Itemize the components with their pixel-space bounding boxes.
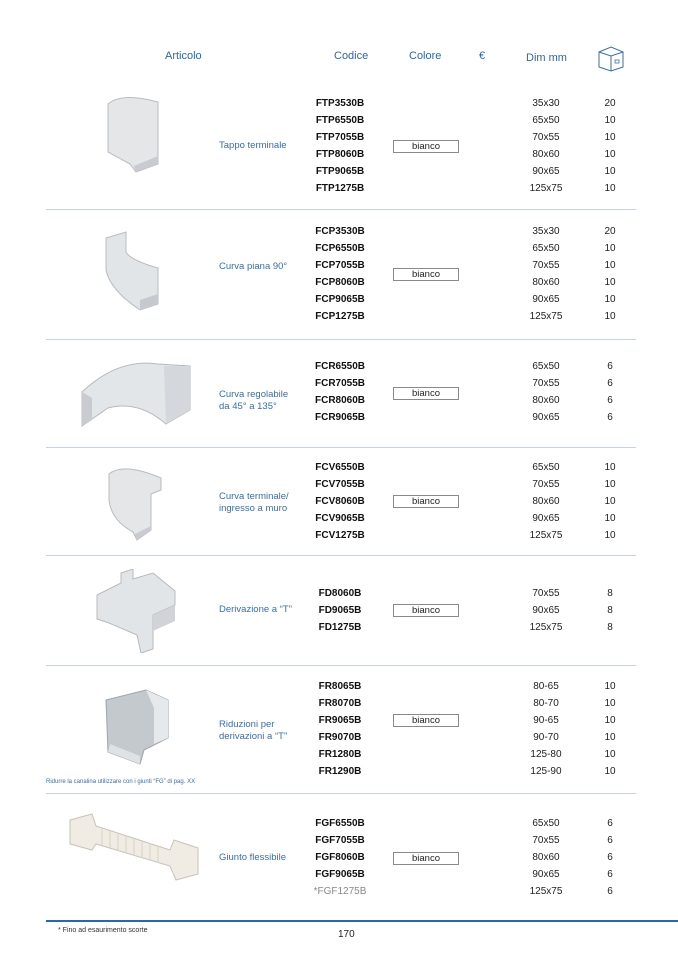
product-name: Curva piana 90° <box>219 261 288 272</box>
dimension: 125x75 <box>529 183 563 194</box>
dimension: 70x55 <box>532 588 560 599</box>
product-image-curva-terminale <box>103 460 165 542</box>
dimension: 80x60 <box>532 496 560 507</box>
dimension: 80x60 <box>532 395 560 406</box>
qty-list <box>590 358 630 426</box>
product-code: FTP3530B <box>315 98 365 109</box>
product-code: FGF9065B <box>315 869 365 880</box>
product-code: FTP9065B <box>315 166 365 177</box>
pack-qty: 10 <box>604 277 616 288</box>
product-code: FTP8060B <box>315 149 365 160</box>
product-code: FD9065B <box>318 605 362 616</box>
product-image-tappo-terminale <box>100 92 170 174</box>
pack-qty: 10 <box>604 732 616 743</box>
qty-list <box>590 585 630 636</box>
product-image-giunto-flessibile <box>66 810 202 882</box>
pack-qty: 8 <box>607 605 613 616</box>
product-code: FCP7055B <box>315 260 365 271</box>
dimension: 80x60 <box>532 277 560 288</box>
pack-qty: 10 <box>604 715 616 726</box>
product-code: FR1280B <box>318 749 362 760</box>
header-euro: € <box>479 50 486 62</box>
dimension: 90x65 <box>532 605 560 616</box>
dimension: 90x65 <box>532 412 560 423</box>
dimension: 70x55 <box>532 132 560 143</box>
product-code: FCV7055B <box>315 479 365 490</box>
dimension: 90x65 <box>532 869 560 880</box>
pack-qty: 10 <box>604 149 616 160</box>
code-list <box>300 459 380 544</box>
dimension: 80-65 <box>533 681 559 692</box>
product-name: Giunto flessibile <box>219 852 287 863</box>
pack-qty: 6 <box>607 818 613 829</box>
colour-box: bianco <box>393 268 459 281</box>
product-code: FR9070B <box>318 732 362 743</box>
dimension: 90x65 <box>532 513 560 524</box>
code-list <box>300 815 380 900</box>
pack-qty: 10 <box>604 530 616 541</box>
box-icon <box>596 43 626 73</box>
product-code: FR8065B <box>318 681 362 692</box>
product-image-riduzioni <box>100 686 172 766</box>
colour-box: bianco <box>393 495 459 508</box>
product-name: Curva terminale/ ingresso a muro <box>219 491 289 514</box>
dimension: 80x60 <box>532 852 560 863</box>
product-code: FTP6550B <box>315 115 365 126</box>
dimension: 65x50 <box>532 115 560 126</box>
dimension: 125x75 <box>529 311 563 322</box>
colour-box: bianco <box>393 387 459 400</box>
product-code: FCR6550B <box>314 361 366 372</box>
code-list <box>300 585 380 636</box>
qty-list <box>590 95 630 197</box>
pack-qty: 10 <box>604 681 616 692</box>
product-code: FCV1275B <box>315 530 365 541</box>
pack-qty: 6 <box>607 869 613 880</box>
code-list <box>300 95 380 197</box>
qty-list <box>590 459 630 544</box>
pack-qty: 6 <box>607 395 613 406</box>
product-name: Riduzioni per derivazioni a “T” <box>219 719 288 742</box>
pack-qty: 8 <box>607 622 613 633</box>
pack-qty: 20 <box>604 98 616 109</box>
dimension: 70x55 <box>532 479 560 490</box>
pack-qty: 6 <box>607 835 613 846</box>
section-divider <box>46 665 636 666</box>
product-code: FD8060B <box>318 588 362 599</box>
product-code: *FGF1275B <box>313 886 367 897</box>
header-dim: Dim mm <box>526 52 567 64</box>
dimension: 80x60 <box>532 149 560 160</box>
pack-qty: 10 <box>604 311 616 322</box>
header-articolo: Articolo <box>165 50 202 62</box>
product-code: FCV6550B <box>315 462 365 473</box>
pack-qty: 10 <box>604 294 616 305</box>
pack-qty: 10 <box>604 260 616 271</box>
section-divider <box>46 447 636 448</box>
header-codice: Codice <box>334 50 369 62</box>
section-divider <box>46 209 636 210</box>
product-code: FCP1275B <box>315 311 365 322</box>
pack-qty: 10 <box>604 166 616 177</box>
product-code: FGF7055B <box>315 835 365 846</box>
dimension: 65x50 <box>532 462 560 473</box>
colour-box: bianco <box>393 852 459 865</box>
dimension: 90-70 <box>533 732 559 743</box>
footer-line <box>46 920 678 922</box>
product-image-curva-piana <box>100 230 164 312</box>
pack-qty: 10 <box>604 462 616 473</box>
pack-qty: 10 <box>604 132 616 143</box>
section-divider <box>46 555 636 556</box>
dim-list <box>512 815 580 900</box>
product-code: FGF6550B <box>315 818 365 829</box>
product-name: Derivazione a “T” <box>219 604 292 615</box>
dim-list <box>512 95 580 197</box>
pack-qty: 10 <box>604 749 616 760</box>
pack-qty: 6 <box>607 852 613 863</box>
pack-qty: 6 <box>607 886 613 897</box>
colour-box: bianco <box>393 604 459 617</box>
product-code: FR9065B <box>318 715 362 726</box>
pack-qty: 6 <box>607 378 613 389</box>
pack-qty: 10 <box>604 479 616 490</box>
dimension: 125x75 <box>529 622 563 633</box>
product-image-derivazione-t <box>93 569 179 653</box>
dimension: 80-70 <box>533 698 559 709</box>
product-image-curva-regolabile <box>78 352 196 430</box>
pack-qty: 10 <box>604 115 616 126</box>
reduction-note: Ridurre la canalina utilizzare con i giunti “FG” di pag. XX <box>46 779 196 785</box>
dimension: 90x65 <box>532 294 560 305</box>
product-code: FTP1275B <box>315 183 365 194</box>
pack-qty: 10 <box>604 513 616 524</box>
dimension: 125x75 <box>529 530 563 541</box>
dimension: 125x75 <box>529 886 563 897</box>
colour-box: bianco <box>393 140 459 153</box>
dimension: 70x55 <box>532 260 560 271</box>
code-list <box>300 358 380 426</box>
dimension: 90x65 <box>532 166 560 177</box>
qty-list <box>590 678 630 780</box>
pack-qty: 10 <box>604 243 616 254</box>
section-divider <box>46 793 636 794</box>
pack-qty: 6 <box>607 361 613 372</box>
qty-list <box>590 223 630 325</box>
dimension: 70x55 <box>532 835 560 846</box>
code-list <box>300 678 380 780</box>
dim-list <box>512 585 580 636</box>
product-name: Tappo terminale <box>219 140 287 151</box>
product-code: FCV9065B <box>315 513 365 524</box>
pack-qty: 10 <box>604 183 616 194</box>
product-code: FCR7055B <box>314 378 366 389</box>
product-name: Curva regolabile da 45° a 135° <box>219 389 289 412</box>
product-code: FCP6550B <box>315 243 365 254</box>
product-code: FCP3530B <box>315 226 365 237</box>
dim-list <box>512 223 580 325</box>
product-code: FCP8060B <box>315 277 365 288</box>
code-list <box>300 223 380 325</box>
dimension: 90-65 <box>533 715 559 726</box>
pack-qty: 10 <box>604 766 616 777</box>
dimension: 65x50 <box>532 243 560 254</box>
header-colore: Colore <box>409 50 442 62</box>
colour-box: bianco <box>393 714 459 727</box>
product-code: FD1275B <box>318 622 362 633</box>
dimension: 35x30 <box>532 226 560 237</box>
section-divider <box>46 339 636 340</box>
dimension: 70x55 <box>532 378 560 389</box>
dim-list <box>512 358 580 426</box>
dimension: 65x50 <box>532 361 560 372</box>
pack-qty: 10 <box>604 496 616 507</box>
dimension: 35x30 <box>532 98 560 109</box>
product-code: FTP7055B <box>315 132 365 143</box>
page-number: 170 <box>338 929 355 940</box>
product-code: FCR9065B <box>314 412 366 423</box>
pack-qty: 20 <box>604 226 616 237</box>
product-code: FCP9065B <box>315 294 365 305</box>
product-code: FR1290B <box>318 766 362 777</box>
pack-qty: 6 <box>607 412 613 423</box>
dim-list <box>512 459 580 544</box>
dimension: 65x50 <box>532 818 560 829</box>
qty-list <box>590 815 630 900</box>
dimension: 125-80 <box>530 749 562 760</box>
dimension: 125-90 <box>530 766 562 777</box>
product-code: FCR8060B <box>314 395 366 406</box>
product-code: FGF8060B <box>315 852 365 863</box>
product-code: FCV8060B <box>315 496 365 507</box>
pack-qty: 8 <box>607 588 613 599</box>
dim-list <box>512 678 580 780</box>
product-code: FR8070B <box>318 698 362 709</box>
pack-qty: 10 <box>604 698 616 709</box>
footnote: * Fino ad esaurimento scorte <box>58 927 148 934</box>
